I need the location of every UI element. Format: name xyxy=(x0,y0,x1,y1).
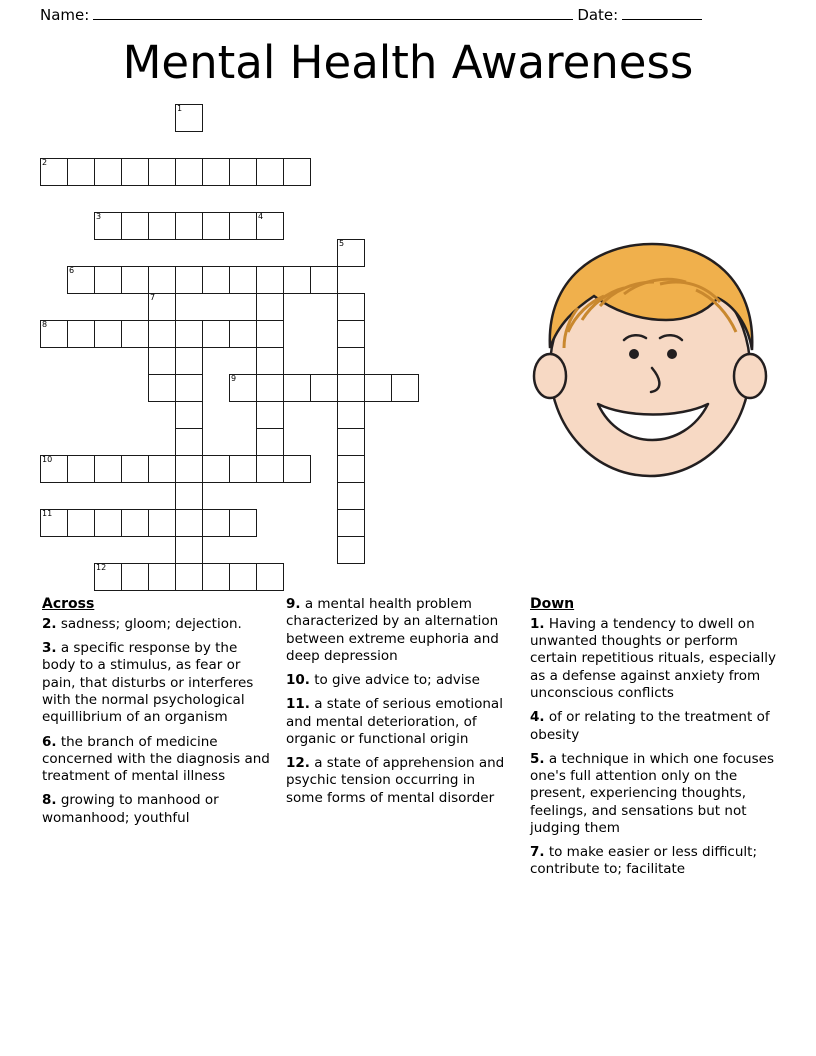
crossword-cell[interactable] xyxy=(202,455,230,483)
clue-item xyxy=(42,734,272,786)
clue-number: 3. xyxy=(42,640,57,657)
crossword-cell[interactable] xyxy=(256,293,284,321)
crossword-cell[interactable] xyxy=(40,158,68,186)
crossword-cell[interactable] xyxy=(175,158,203,186)
crossword-cell[interactable] xyxy=(202,509,230,537)
crossword-cell[interactable] xyxy=(310,266,338,294)
crossword-cell[interactable] xyxy=(148,347,176,375)
crossword-cell[interactable] xyxy=(175,320,203,348)
crossword-cell[interactable] xyxy=(94,455,122,483)
crossword-cell[interactable] xyxy=(175,455,203,483)
clue-number: 8. xyxy=(42,792,57,809)
crossword-cell[interactable] xyxy=(175,428,203,456)
crossword-cell[interactable] xyxy=(337,374,365,402)
crossword-cell[interactable] xyxy=(148,158,176,186)
cell-number: 5 xyxy=(339,239,345,248)
crossword-cell[interactable] xyxy=(229,212,257,240)
crossword-cell[interactable] xyxy=(202,266,230,294)
crossword-cell[interactable] xyxy=(229,266,257,294)
crossword-cell[interactable] xyxy=(121,158,149,186)
crossword-cell[interactable] xyxy=(337,401,365,429)
crossword-cell[interactable] xyxy=(256,401,284,429)
crossword-cell[interactable] xyxy=(256,563,284,591)
crossword-cell[interactable] xyxy=(94,212,122,240)
crossword-cell[interactable] xyxy=(148,212,176,240)
crossword-cell[interactable] xyxy=(148,293,176,321)
clue-item xyxy=(286,596,516,665)
crossword-cell[interactable] xyxy=(337,455,365,483)
crossword-cell[interactable] xyxy=(121,455,149,483)
crossword-cell[interactable] xyxy=(310,374,338,402)
cell-number: 4 xyxy=(258,212,264,221)
crossword-cell[interactable] xyxy=(175,509,203,537)
clue-item xyxy=(42,792,272,827)
crossword-cell[interactable] xyxy=(94,266,122,294)
crossword-cell[interactable] xyxy=(175,104,203,132)
crossword-cell[interactable] xyxy=(67,158,95,186)
down-heading: Down xyxy=(530,596,575,612)
crossword-cell[interactable] xyxy=(121,509,149,537)
clue-number: 7. xyxy=(530,844,545,861)
crossword-cell[interactable] xyxy=(256,374,284,402)
clue-item xyxy=(286,672,516,689)
clue-item xyxy=(42,616,272,633)
clue-number: 1. xyxy=(530,615,545,632)
clue-text: a state of serious emotional and mental deterioration, of organic or functional origin xyxy=(286,696,503,747)
cartoon-face-illustration xyxy=(520,228,780,488)
cell-number: 8 xyxy=(42,320,48,329)
cell-number: 7 xyxy=(150,293,156,302)
cell-number: 3 xyxy=(96,212,102,221)
crossword-cell[interactable] xyxy=(256,158,284,186)
crossword-cell[interactable] xyxy=(202,212,230,240)
crossword-cell[interactable] xyxy=(67,320,95,348)
clue-item xyxy=(530,616,778,702)
clue-text: growing to manhood or womanhood; youthful xyxy=(42,792,219,826)
face-icon xyxy=(520,228,780,488)
crossword-cell[interactable] xyxy=(337,320,365,348)
crossword-cell[interactable] xyxy=(337,509,365,537)
crossword-cell[interactable] xyxy=(67,455,95,483)
crossword-cell[interactable] xyxy=(391,374,419,402)
crossword-cell[interactable] xyxy=(148,374,176,402)
name-date-header xyxy=(40,6,776,24)
crossword-cell[interactable] xyxy=(256,347,284,375)
crossword-cell[interactable] xyxy=(67,509,95,537)
crossword-cell[interactable] xyxy=(229,374,257,402)
clue-number: 2. xyxy=(42,615,57,632)
crossword-cell[interactable] xyxy=(121,212,149,240)
crossword-cell[interactable] xyxy=(121,320,149,348)
crossword-cell[interactable] xyxy=(229,320,257,348)
crossword-cell[interactable] xyxy=(40,455,68,483)
crossword-cell[interactable] xyxy=(40,509,68,537)
clue-item xyxy=(530,751,778,837)
crossword-cell[interactable] xyxy=(229,158,257,186)
clue-number: 9. xyxy=(286,596,301,612)
crossword-cell[interactable] xyxy=(337,293,365,321)
crossword-cell[interactable] xyxy=(175,401,203,429)
clue-number: 5. xyxy=(530,750,545,767)
crossword-cell[interactable] xyxy=(283,455,311,483)
crossword-cell[interactable] xyxy=(229,509,257,537)
clue-text: of or relating to the treatment of obesity xyxy=(530,709,770,743)
clue-item xyxy=(530,844,778,879)
clue-text: to give advice to; advise xyxy=(309,672,480,689)
cell-number: 10 xyxy=(42,455,53,464)
crossword-cell[interactable] xyxy=(256,212,284,240)
clue-number: 12. xyxy=(286,755,310,772)
clue-item xyxy=(530,709,778,744)
crossword-cell[interactable] xyxy=(175,374,203,402)
crossword-cell[interactable] xyxy=(94,509,122,537)
crossword-cell[interactable] xyxy=(364,374,392,402)
crossword-cell[interactable] xyxy=(175,212,203,240)
crossword-cell[interactable] xyxy=(337,482,365,510)
crossword-cell[interactable] xyxy=(175,482,203,510)
clue-item xyxy=(286,696,516,748)
crossword-grid[interactable] xyxy=(40,104,500,584)
clue-column-down xyxy=(530,596,778,886)
clue-text: a specific response by the body to a stimulus, as fear or pain, that disturbs or interferes with the normal psychological equillibrium of an organism xyxy=(42,640,254,726)
cell-number: 2 xyxy=(42,158,48,167)
crossword-cell[interactable] xyxy=(283,266,311,294)
page-title: Mental Health Awareness xyxy=(122,36,694,89)
crossword-cell[interactable] xyxy=(67,266,95,294)
crossword-cell[interactable] xyxy=(148,320,176,348)
clue-number: 10. xyxy=(286,672,310,689)
date-write-line[interactable] xyxy=(622,18,702,20)
cell-number: 9 xyxy=(231,374,237,383)
crossword-cell[interactable] xyxy=(256,455,284,483)
clue-text: a state of apprehension and psychic tension occurring in some forms of mental disorder xyxy=(286,755,505,806)
clue-column-across-1 xyxy=(42,596,286,886)
crossword-cell[interactable] xyxy=(148,509,176,537)
name-label: Name: xyxy=(40,6,90,24)
crossword-cell[interactable] xyxy=(256,428,284,456)
crossword-cell[interactable] xyxy=(256,266,284,294)
clue-number: 11. xyxy=(286,696,310,713)
crossword-cell[interactable] xyxy=(202,158,230,186)
clue-text: sadness; gloom; dejection. xyxy=(56,615,242,632)
cell-number: 1 xyxy=(177,104,183,113)
clue-text: to make easier or less difficult; contribute to; facilitate xyxy=(530,844,757,878)
crossword-cell[interactable] xyxy=(229,563,257,591)
crossword-cell[interactable] xyxy=(175,347,203,375)
crossword-cell[interactable] xyxy=(175,266,203,294)
crossword-cell[interactable] xyxy=(337,347,365,375)
clue-item xyxy=(42,640,272,726)
clue-text: Having a tendency to dwell on unwanted thoughts or perform certain repetitious rituals, especially as a defense against anxiety from unconscious conflicts xyxy=(530,615,777,701)
clue-text: the branch of medicine concerned with the diagnosis and treatment of mental illness xyxy=(42,733,270,785)
crossword-cell[interactable] xyxy=(283,158,311,186)
cell-number: 11 xyxy=(42,509,53,518)
crossword-cell[interactable] xyxy=(40,320,68,348)
crossword-cell[interactable] xyxy=(94,158,122,186)
crossword-cell[interactable] xyxy=(94,563,122,591)
crossword-cell[interactable] xyxy=(148,266,176,294)
clue-number: 4. xyxy=(530,709,545,726)
crossword-cell[interactable] xyxy=(121,266,149,294)
clue-number: 6. xyxy=(42,733,57,750)
crossword-cell[interactable] xyxy=(202,563,230,591)
clue-item xyxy=(286,755,516,807)
crossword-cell[interactable] xyxy=(337,536,365,564)
across-heading: Across xyxy=(42,596,95,612)
name-write-line[interactable] xyxy=(93,18,573,20)
crossword-cell[interactable] xyxy=(175,563,203,591)
crossword-cell[interactable] xyxy=(202,320,230,348)
cell-number: 6 xyxy=(69,266,75,275)
crossword-cell[interactable] xyxy=(256,320,284,348)
crossword-cell[interactable] xyxy=(148,563,176,591)
date-label: Date: xyxy=(577,6,619,24)
crossword-cell[interactable] xyxy=(94,320,122,348)
crossword-cell[interactable] xyxy=(175,536,203,564)
crossword-cell[interactable] xyxy=(337,428,365,456)
clue-text: a mental health problem characterized by an alternation between extreme euphoria and deep depression xyxy=(286,596,499,664)
crossword-cell[interactable] xyxy=(121,563,149,591)
crossword-cell[interactable] xyxy=(283,374,311,402)
crossword-cell[interactable] xyxy=(148,455,176,483)
clue-columns xyxy=(42,596,778,886)
crossword-cell[interactable] xyxy=(229,455,257,483)
clue-column-across-2 xyxy=(286,596,530,886)
crossword-cell[interactable] xyxy=(337,239,365,267)
cell-number: 12 xyxy=(96,563,107,572)
clue-text: a technique in which one focuses one's full attention only on the present, experiencing thoughts, feelings, and sensations but not judging them xyxy=(530,750,774,836)
